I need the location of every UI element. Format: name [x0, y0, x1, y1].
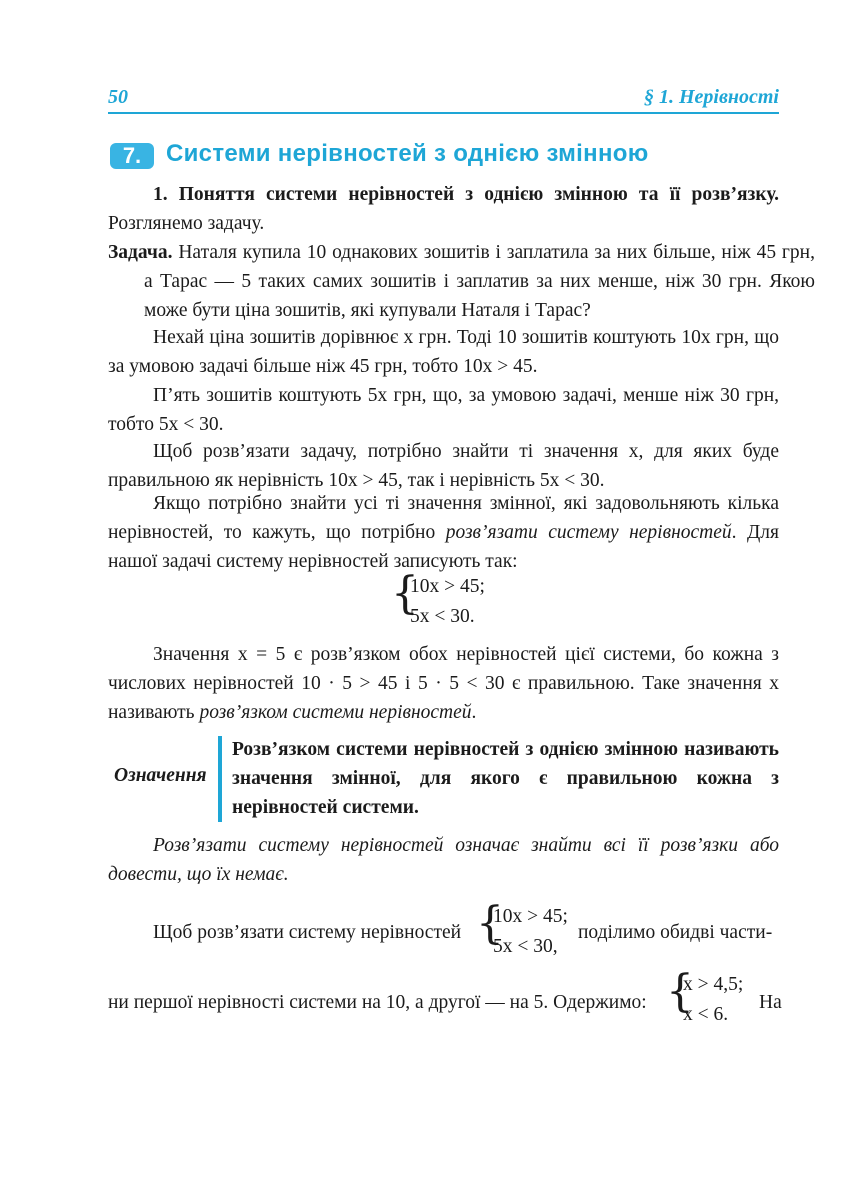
task-paragraph: [108, 238, 815, 325]
paragraph-solve-meaning: Розв’язати систему нерівностей означає знайти всі її розв’язки або довести, що їх немає.: [108, 835, 779, 885]
solution-example-text-a: Значення x = 5 є розв’язком обох нерівностей цієї системи, бо кожна з числових нерівностей 10 · 5 > 45 і 5 · 5 < 30 є правильною. Таке значення x називають: [108, 644, 779, 723]
section-number-badge: 7.: [110, 143, 154, 169]
system-1-line-2: 5x < 30.: [410, 606, 475, 627]
intro-text: Розглянемо задачу.: [108, 213, 265, 234]
result-text-b: На: [759, 992, 782, 1013]
subsection-heading: 1. Поняття системи нерівностей з однією змінною та її розв’язку.: [153, 184, 779, 205]
paragraph-intro: [108, 180, 779, 238]
divide-text-a: Щоб розв’язати систему нерівностей: [153, 922, 462, 943]
system-2-line-1: 10x > 45;: [493, 906, 568, 927]
system-1-line-1: 10x > 45;: [410, 576, 485, 597]
paragraph-system-intro: [108, 489, 779, 576]
header-divider: [108, 112, 779, 114]
paragraph-price: Нехай ціна зошитів дорівнює x грн. Тоді 10 зошитів коштують 10x грн, що за умовою задачі більше ніж 45 грн, тобто 10x > 45.: [108, 327, 779, 377]
task-text: Наталя купила 10 однакових зошитів і заплатила за них більше, ніж 45 грн, а Тарас — 5 таких самих зошитів і заплатив за них менше, ніж 30 грн. Якою може бути ціна зошитів, які купували Наталя і Тарас?: [144, 242, 815, 321]
system-brace: {: [391, 568, 419, 619]
paragraph-solution-example: [108, 640, 779, 727]
definition-bar: [218, 736, 222, 822]
running-section-title: § 1. Нерівності: [643, 86, 779, 108]
system-2-line-2: 5x < 30,: [493, 936, 558, 957]
divide-text-b: поділимо обидві части-: [578, 922, 773, 943]
system-intro-text-a: Якщо потрібно знайти усі ті значення змінної, які задовольняють кілька нерівностей, то кажуть, що потрібно: [108, 493, 779, 543]
solution-example-term: розв’язком системи нерівностей: [199, 702, 472, 723]
section-title: Системи нерівностей з однією змінною: [166, 140, 649, 167]
paragraph-five-notebooks: П’ять зошитів коштують 5x грн, що, за умовою задачі, менше ніж 30 грн, тобто 5x < 30.: [108, 385, 779, 435]
definition-label: Означення: [114, 765, 207, 786]
system-3-line-2: x < 6.: [683, 1004, 729, 1025]
task-label: Задача.: [108, 242, 173, 263]
system-intro-text-b: . Для нашої задачі систему нерівностей записують так:: [108, 522, 779, 572]
page-number: 50: [108, 86, 128, 108]
system-brace: {: [666, 966, 694, 1017]
system-brace: {: [476, 898, 504, 949]
solution-example-text-b: .: [471, 702, 477, 723]
system-3-line-1: x > 4,5;: [683, 974, 744, 995]
system-intro-term: розв’язати систему нерівностей: [445, 522, 732, 543]
result-text-a: ни першої нерівності системи на 10, а другої — на 5. Одержимо:: [108, 992, 647, 1013]
paragraph-values: Щоб розв’язати задачу, потрібно знайти ті значення x, для яких буде правильною як нерівність 10x > 45, так і нерівність 5x < 30.: [108, 441, 779, 491]
definition-text: Розв’язком системи нерівностей з однією змінною називають значення змінної, для якого є правильною кожна з нерівностей системи.: [232, 739, 779, 818]
